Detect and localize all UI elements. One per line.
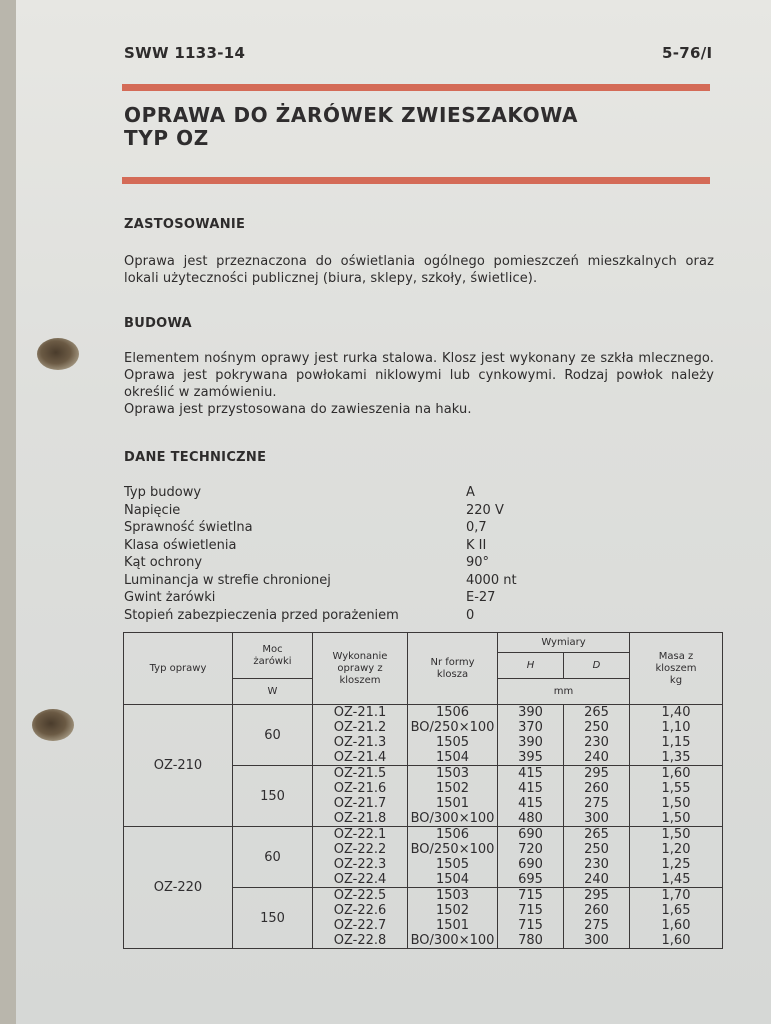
cell-nr-formy: 1506 bbox=[435, 827, 470, 842]
cell-d: 250 bbox=[584, 720, 609, 735]
spec-label: Typ budowy bbox=[124, 485, 202, 500]
spec-row bbox=[124, 519, 524, 537]
cell-masa: 1,65 bbox=[661, 903, 691, 918]
spec-row bbox=[124, 537, 524, 555]
spec-value: 4000 nt bbox=[466, 572, 517, 588]
cell-masa-group bbox=[630, 827, 723, 888]
spec-label: Stopień zabezpieczenia przed porażeniem bbox=[124, 607, 399, 623]
cell-h: 715 bbox=[518, 888, 543, 903]
cell-wykonanie-group bbox=[313, 888, 408, 949]
cell-h-group bbox=[498, 766, 564, 827]
cell-masa: 1,60 bbox=[661, 918, 691, 933]
col-header-moc-unit: W bbox=[233, 679, 313, 705]
cell-nr-formy: BO/250×100 bbox=[410, 720, 495, 735]
cell-masa: 1,55 bbox=[661, 781, 691, 796]
cell-moc: 150 bbox=[233, 766, 313, 827]
cell-nr-formy: BO/300×100 bbox=[410, 933, 495, 948]
cell-nr-formy: 1505 bbox=[435, 857, 470, 872]
cell-masa-group bbox=[630, 766, 723, 827]
punch-hole-top bbox=[37, 338, 79, 370]
cell-typ: OZ-220 bbox=[124, 827, 233, 949]
spec-label: Kąt ochrony bbox=[124, 555, 203, 570]
cell-nr-formy-group bbox=[408, 827, 498, 888]
cell-wykonanie: OZ-22.6 bbox=[333, 903, 387, 918]
cell-nr-formy: BO/300×100 bbox=[410, 811, 495, 826]
cell-h: 715 bbox=[518, 903, 543, 918]
section-heading-budowa: BUDOWA bbox=[124, 316, 192, 331]
cell-nr-formy: 1502 bbox=[435, 903, 470, 918]
cell-h-group bbox=[498, 827, 564, 888]
budowa-paragraph-2: Oprawa jest przystosowana do zawieszenia na haku. bbox=[124, 402, 472, 417]
spec-row bbox=[124, 572, 524, 590]
spec-row bbox=[124, 502, 524, 520]
cell-d: 265 bbox=[584, 827, 609, 842]
cell-h: 390 bbox=[518, 735, 543, 750]
cell-nr-formy: 1503 bbox=[435, 888, 470, 903]
cell-wykonanie: OZ-21.6 bbox=[333, 781, 387, 796]
cell-h: 415 bbox=[518, 796, 543, 811]
section-heading-dane: DANE TECHNICZNE bbox=[124, 450, 267, 465]
table-row bbox=[124, 827, 723, 888]
cell-nr-formy-group bbox=[408, 705, 498, 766]
table-row bbox=[124, 705, 723, 766]
cell-wykonanie-group bbox=[313, 705, 408, 766]
cell-moc: 150 bbox=[233, 888, 313, 949]
spec-label: Gwint żarówki bbox=[124, 590, 216, 605]
spec-value: E-27 bbox=[466, 590, 496, 605]
cell-masa: 1,10 bbox=[661, 720, 691, 735]
cell-masa: 1,50 bbox=[661, 796, 691, 811]
cell-wykonanie: OZ-21.1 bbox=[333, 705, 387, 720]
spec-row bbox=[124, 554, 524, 572]
cell-d: 295 bbox=[584, 888, 609, 903]
cell-d: 240 bbox=[584, 750, 609, 765]
cell-h: 390 bbox=[518, 705, 543, 720]
cell-wykonanie-group bbox=[313, 766, 408, 827]
cell-nr-formy: 1504 bbox=[435, 872, 470, 887]
spec-value: 220 V bbox=[466, 502, 504, 518]
spec-row bbox=[124, 589, 524, 607]
technical-specs-list bbox=[124, 484, 524, 624]
cell-wykonanie: OZ-21.4 bbox=[333, 750, 387, 765]
cell-typ: OZ-210 bbox=[124, 705, 233, 827]
title-line-2: TYP OZ bbox=[124, 126, 209, 150]
cell-wykonanie: OZ-22.4 bbox=[333, 872, 387, 887]
spec-row bbox=[124, 484, 524, 502]
cell-wykonanie: OZ-21.2 bbox=[333, 720, 387, 735]
cell-masa: 1,70 bbox=[661, 888, 691, 903]
spec-value: 90° bbox=[466, 555, 490, 570]
cell-d: 295 bbox=[584, 766, 609, 781]
cell-wykonanie: OZ-22.3 bbox=[333, 857, 387, 872]
cell-wykonanie: OZ-21.7 bbox=[333, 796, 387, 811]
cell-h: 395 bbox=[518, 750, 543, 765]
budowa-text bbox=[124, 350, 714, 418]
spec-value: K II bbox=[466, 537, 487, 553]
spec-value: 0 bbox=[466, 607, 475, 623]
cell-masa: 1,25 bbox=[661, 857, 691, 872]
cell-masa: 1,20 bbox=[661, 842, 691, 857]
cell-d: 275 bbox=[584, 796, 609, 811]
cell-nr-formy: 1505 bbox=[435, 735, 470, 750]
cell-masa: 1,60 bbox=[661, 766, 691, 781]
spec-label: Luminancja w strefie chronionej bbox=[124, 572, 331, 588]
cell-wykonanie-group bbox=[313, 827, 408, 888]
cell-wykonanie: OZ-22.5 bbox=[333, 888, 387, 903]
cell-masa-group bbox=[630, 705, 723, 766]
cell-nr-formy-group bbox=[408, 766, 498, 827]
cell-nr-formy-group bbox=[408, 888, 498, 949]
cell-masa: 1,60 bbox=[661, 933, 691, 948]
cell-d: 275 bbox=[584, 918, 609, 933]
cell-masa: 1,50 bbox=[661, 827, 691, 842]
col-header-wymiary: Wymiary bbox=[498, 633, 630, 653]
cell-nr-formy: 1501 bbox=[435, 796, 470, 811]
title-line-1: OPRAWA DO ŻARÓWEK ZWIESZAKOWA bbox=[124, 103, 579, 127]
page-number: 5-76/I bbox=[662, 44, 713, 62]
spec-label: Sprawność świetlna bbox=[124, 520, 253, 535]
cell-nr-formy: 1501 bbox=[435, 918, 470, 933]
variants-table bbox=[123, 632, 723, 949]
cell-wykonanie: OZ-22.8 bbox=[333, 933, 387, 948]
cell-h: 715 bbox=[518, 918, 543, 933]
cell-wykonanie: OZ-22.1 bbox=[333, 827, 387, 842]
cell-h-group bbox=[498, 888, 564, 949]
cell-wykonanie: OZ-21.3 bbox=[333, 735, 387, 750]
section-heading-zastosowanie: ZASTOSOWANIE bbox=[124, 217, 246, 232]
cell-moc: 60 bbox=[233, 827, 313, 888]
spec-label: Klasa oświetlenia bbox=[124, 537, 237, 553]
cell-h: 415 bbox=[518, 781, 543, 796]
cell-moc: 60 bbox=[233, 705, 313, 766]
cell-masa: 1,45 bbox=[661, 872, 691, 887]
spec-value: A bbox=[466, 485, 475, 500]
cell-nr-formy: BO/250×100 bbox=[410, 842, 495, 857]
cell-h-group bbox=[498, 705, 564, 766]
cell-d: 250 bbox=[584, 842, 609, 857]
cell-nr-formy: 1503 bbox=[435, 766, 470, 781]
spec-value: 0,7 bbox=[466, 520, 487, 535]
cell-masa: 1,35 bbox=[661, 750, 691, 765]
cell-d: 230 bbox=[584, 857, 609, 872]
punch-hole-bottom bbox=[32, 709, 74, 741]
cell-d-group bbox=[564, 705, 630, 766]
cell-nr-formy: 1502 bbox=[435, 781, 470, 796]
cell-d: 230 bbox=[584, 735, 609, 750]
col-header-h: H bbox=[498, 653, 564, 679]
cell-masa-group bbox=[630, 888, 723, 949]
cell-h: 370 bbox=[518, 720, 543, 735]
cell-wykonanie: OZ-21.8 bbox=[333, 811, 387, 826]
cell-d: 300 bbox=[584, 811, 609, 826]
cell-h: 690 bbox=[518, 827, 543, 842]
col-header-masa: Masa z kloszem kg bbox=[630, 633, 723, 705]
cell-h: 720 bbox=[518, 842, 543, 857]
cell-nr-formy: 1506 bbox=[435, 705, 470, 720]
cell-masa: 1,50 bbox=[661, 811, 691, 826]
document-code: SWW 1133-14 bbox=[124, 44, 246, 62]
cell-d: 240 bbox=[584, 872, 609, 887]
cell-wykonanie: OZ-21.5 bbox=[333, 766, 387, 781]
col-header-typ: Typ oprawy bbox=[124, 633, 233, 705]
cell-masa: 1,15 bbox=[661, 735, 691, 750]
cell-d-group bbox=[564, 766, 630, 827]
cell-h: 480 bbox=[518, 811, 543, 826]
cell-h: 415 bbox=[518, 766, 543, 781]
cell-h: 780 bbox=[518, 933, 543, 948]
spec-label: Napięcie bbox=[124, 502, 181, 518]
page-title bbox=[124, 104, 578, 150]
cell-d: 260 bbox=[584, 903, 609, 918]
cell-d: 260 bbox=[584, 781, 609, 796]
zastosowanie-paragraph: Oprawa jest przeznaczona do oświetlania ogólnego pomieszczeń mieszkalnych oraz lokali użyteczności publicznej (biura, sklepy, szkoły, świetlice). bbox=[124, 254, 714, 286]
cell-wykonanie: OZ-22.2 bbox=[333, 842, 387, 857]
col-header-wykonanie: Wykonanie oprawy z kloszem bbox=[313, 633, 408, 705]
cell-d-group bbox=[564, 827, 630, 888]
col-header-mm: mm bbox=[498, 679, 630, 705]
title-divider bbox=[122, 177, 710, 184]
budowa-paragraph-1: Elementem nośnym oprawy jest rurka stalowa. Klosz jest wykonany ze szkła mlecznego. Oprawa jest pokrywana powłokami niklowymi lub cynkowymi. Rodzaj powłok należy określić w zamówieniu. bbox=[124, 351, 714, 400]
header-divider bbox=[122, 84, 710, 91]
cell-d: 265 bbox=[584, 705, 609, 720]
cell-d-group bbox=[564, 888, 630, 949]
cell-masa: 1,40 bbox=[661, 705, 691, 720]
spec-row bbox=[124, 607, 524, 625]
cell-h: 695 bbox=[518, 872, 543, 887]
col-header-moc: Moc żarówki bbox=[233, 633, 313, 679]
cell-wykonanie: OZ-22.7 bbox=[333, 918, 387, 933]
cell-d: 300 bbox=[584, 933, 609, 948]
col-header-nr-formy: Nr formy klosza bbox=[408, 633, 498, 705]
zastosowanie-text bbox=[124, 253, 714, 287]
col-header-d: D bbox=[564, 653, 630, 679]
cell-h: 690 bbox=[518, 857, 543, 872]
cell-nr-formy: 1504 bbox=[435, 750, 470, 765]
